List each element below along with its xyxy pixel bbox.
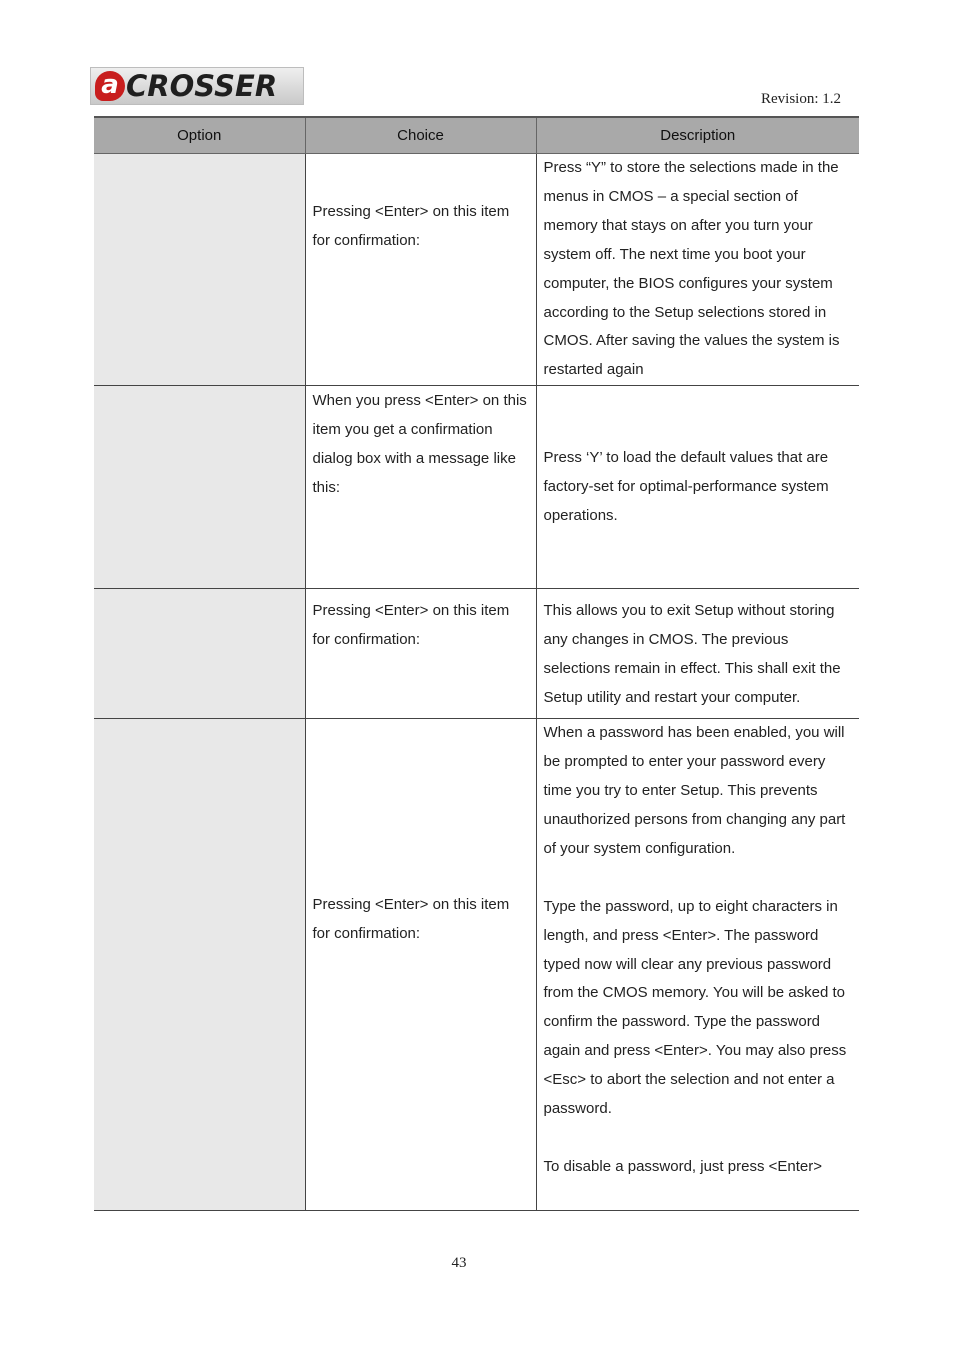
table-row (94, 386, 859, 589)
acrosser-logo (90, 67, 304, 105)
revision-label: Revision: 1.2 (760, 91, 841, 107)
column-header-choice: Choice (305, 117, 536, 154)
description-cell: Press ‘Y’ to load the default values that are factory-set for optimal-performance system operations. (536, 386, 859, 589)
option-cell (94, 719, 305, 1211)
table-row (94, 589, 859, 719)
option-cell (94, 386, 305, 589)
table-header-row (94, 117, 859, 154)
column-header-description: Description (536, 117, 859, 154)
page-number: 43 (451, 1255, 467, 1271)
table-row (94, 719, 859, 1211)
bios-option-table (94, 116, 859, 1211)
description-cell: When a password has been enabled, you will be prompted to enter your password every time you try to enter Setup. This prevents unauthorized persons from changing any part of your system configuration. Type the password, up to eight characters in length, and press <Enter>. The password typed now will clear any previous password from the CMOS memory. You will be asked to confirm the password. Type the password again and press <Enter>. You may also press <Esc> to abort the selection and not enter a password. To disable a password, just press <Enter> (536, 719, 859, 1211)
logo-text: CROSSER (126, 69, 278, 103)
column-header-option: Option (94, 117, 305, 154)
logo-mark: a (95, 71, 125, 101)
description-cell: Press “Y” to store the selections made in the menus in CMOS – a special section of memory that stays on after you turn your system off. The next time you boot your computer, the BIOS configures your system according to the Setup selections stored in CMOS. After saving the values the system is restarted again (536, 154, 859, 386)
choice-cell: Pressing <Enter> on this item for confirmation: (305, 719, 536, 1211)
choice-cell: When you press <Enter> on this item you get a confirmation dialog box with a message like this: (305, 386, 536, 589)
choice-cell: Pressing <Enter> on this item for confirmation: (305, 589, 536, 719)
table-row (94, 154, 859, 386)
option-cell (94, 589, 305, 719)
option-cell (94, 154, 305, 386)
choice-cell: Pressing <Enter> on this item for confirmation: (305, 154, 536, 386)
description-cell: This allows you to exit Setup without storing any changes in CMOS. The previous selections remain in effect. This shall exit the Setup utility and restart your computer. (536, 589, 859, 719)
